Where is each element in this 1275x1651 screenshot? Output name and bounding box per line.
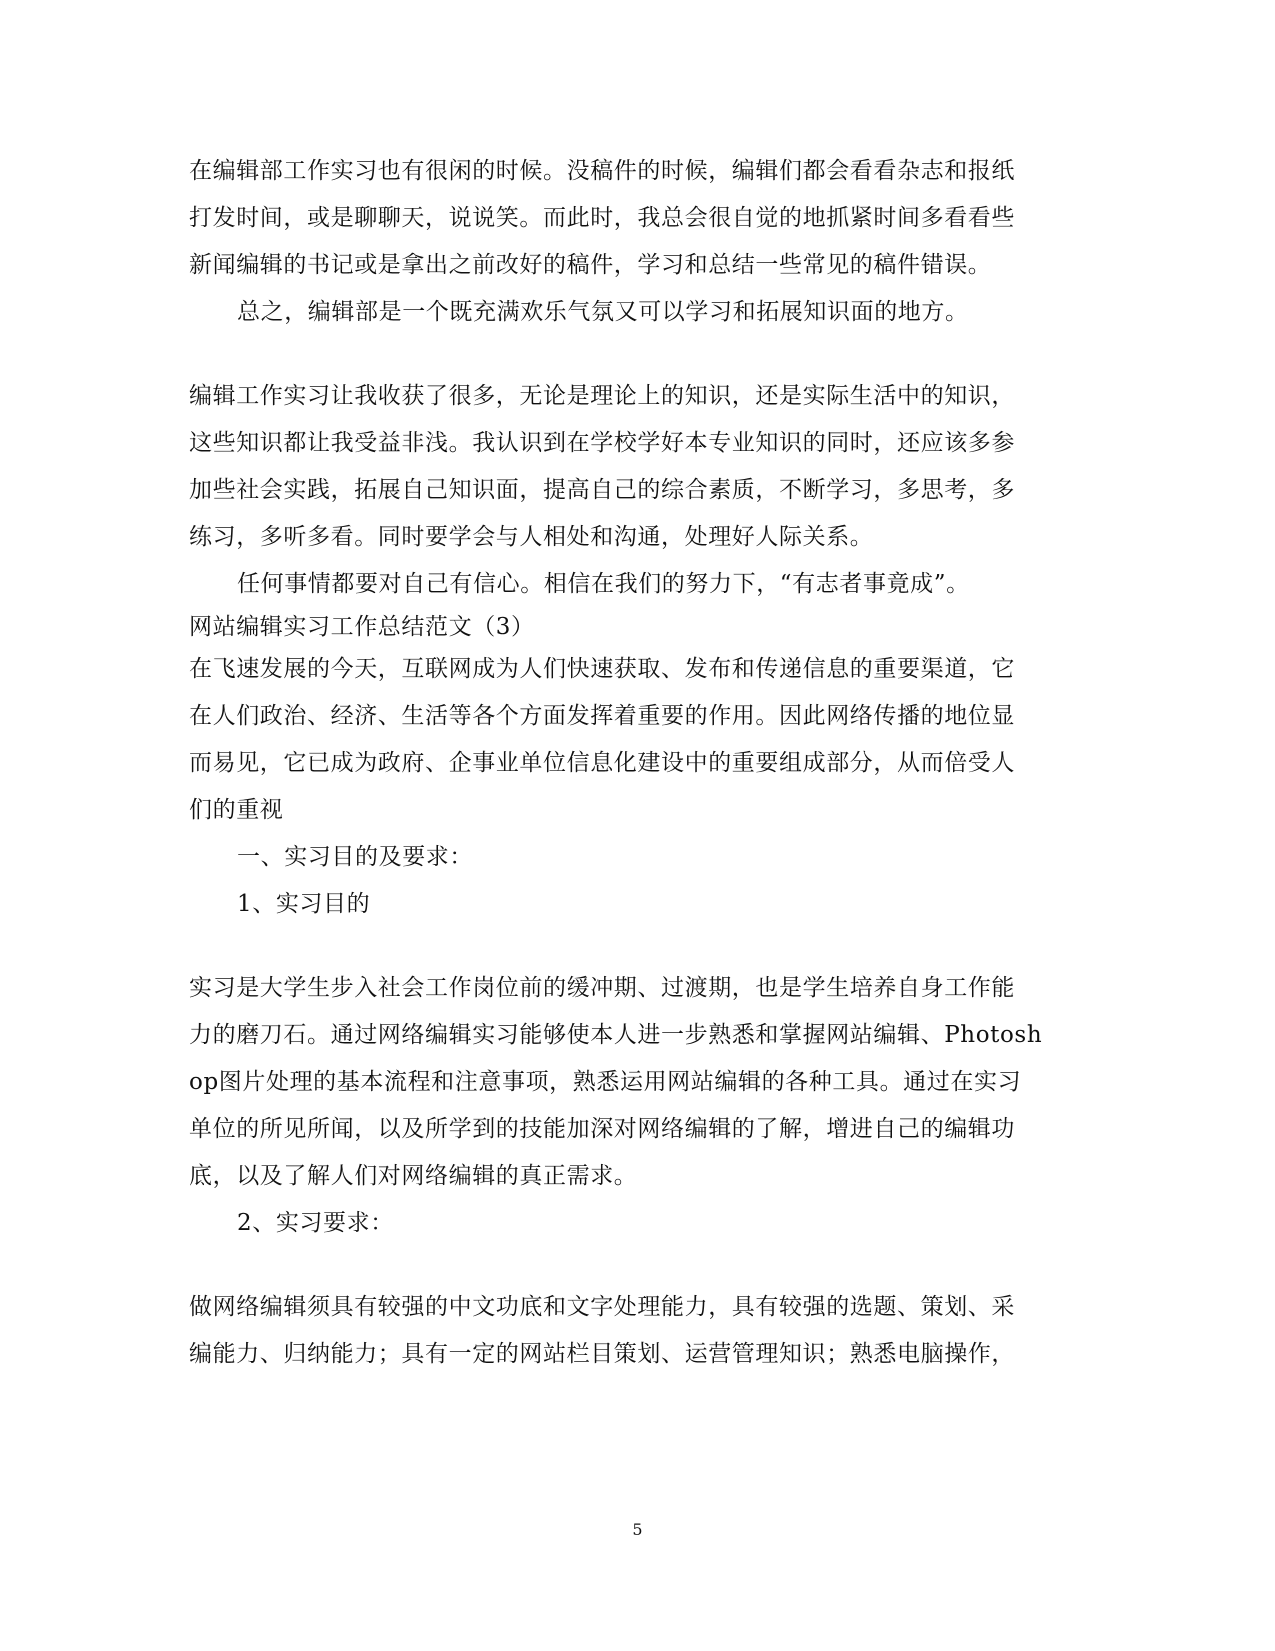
paragraph-line: 任何事情都要对自己有信心。相信在我们的努力下，“有志者事竟成”。 — [237, 571, 970, 597]
paragraph-line: 编辑工作实习让我收获了很多，无论是理论上的知识，还是实际生活中的知识， — [189, 383, 1015, 409]
paragraph-line: 加些社会实践，拓展自己知识面，提高自己的综合素质，不断学习，多思考，多 — [189, 477, 1015, 503]
paragraph-line: 在编辑部工作实习也有很闲的时候。没稿件的时候，编辑们都会看看杂志和报纸 — [189, 158, 1015, 184]
paragraph-line: 在人们政治、经济、生活等各个方面发挥着重要的作用。因此网络传播的地位显 — [189, 703, 1015, 729]
subheading: 2、实习要求： — [237, 1210, 394, 1236]
paragraph-line: 在飞速发展的今天，互联网成为人们快速获取、发布和传递信息的重要渠道，它 — [189, 656, 1015, 682]
paragraph-line: 打发时间，或是聊聊天，说说笑。而此时，我总会很自觉的地抓紧时间多看看些 — [189, 205, 1015, 231]
section-heading: 网站编辑实习工作总结范文（3） — [189, 614, 535, 640]
paragraph-line: 这些知识都让我受益非浅。我认识到在学校学好本专业知识的同时，还应该多参 — [189, 430, 1015, 456]
paragraph-line: 而易见，它已成为政府、企事业单位信息化建设中的重要组成部分，从而倍受人 — [189, 750, 1015, 776]
paragraph-line: 底，以及了解人们对网络编辑的真正需求。 — [189, 1163, 638, 1189]
paragraph-line: 们的重视 — [189, 797, 284, 823]
subheading: 1、实习目的 — [237, 891, 371, 917]
paragraph-line: 练习，多听多看。同时要学会与人相处和沟通，处理好人际关系。 — [189, 524, 874, 550]
paragraph-line: 实习是大学生步入社会工作岗位前的缓冲期、过渡期，也是学生培养自身工作能 — [189, 975, 1015, 1001]
paragraph-line: 力的磨刀石。通过网络编辑实习能够使本人进一步熟悉和掌握网站编辑、Photosh — [189, 1022, 1043, 1048]
paragraph-line: op图片处理的基本流程和注意事项，熟悉运用网站编辑的各种工具。通过在实习 — [189, 1069, 1022, 1095]
paragraph-line: 做网络编辑须具有较强的中文功底和文字处理能力，具有较强的选题、策划、采 — [189, 1294, 1015, 1320]
paragraph-line: 总之，编辑部是一个既充满欢乐气氛又可以学习和拓展知识面的地方。 — [237, 299, 969, 325]
paragraph-line: 编能力、归纳能力；具有一定的网站栏目策划、运营管理知识；熟悉电脑操作， — [189, 1341, 1015, 1367]
paragraph-line: 单位的所见所闻，以及所学到的技能加深对网络编辑的了解，增进自己的编辑功 — [189, 1116, 1015, 1142]
subheading: 一、实习目的及要求： — [237, 844, 473, 870]
page-number: 5 — [632, 1520, 643, 1539]
paragraph-line: 新闻编辑的书记或是拿出之前改好的稿件，学习和总结一些常见的稿件错误。 — [189, 252, 992, 278]
